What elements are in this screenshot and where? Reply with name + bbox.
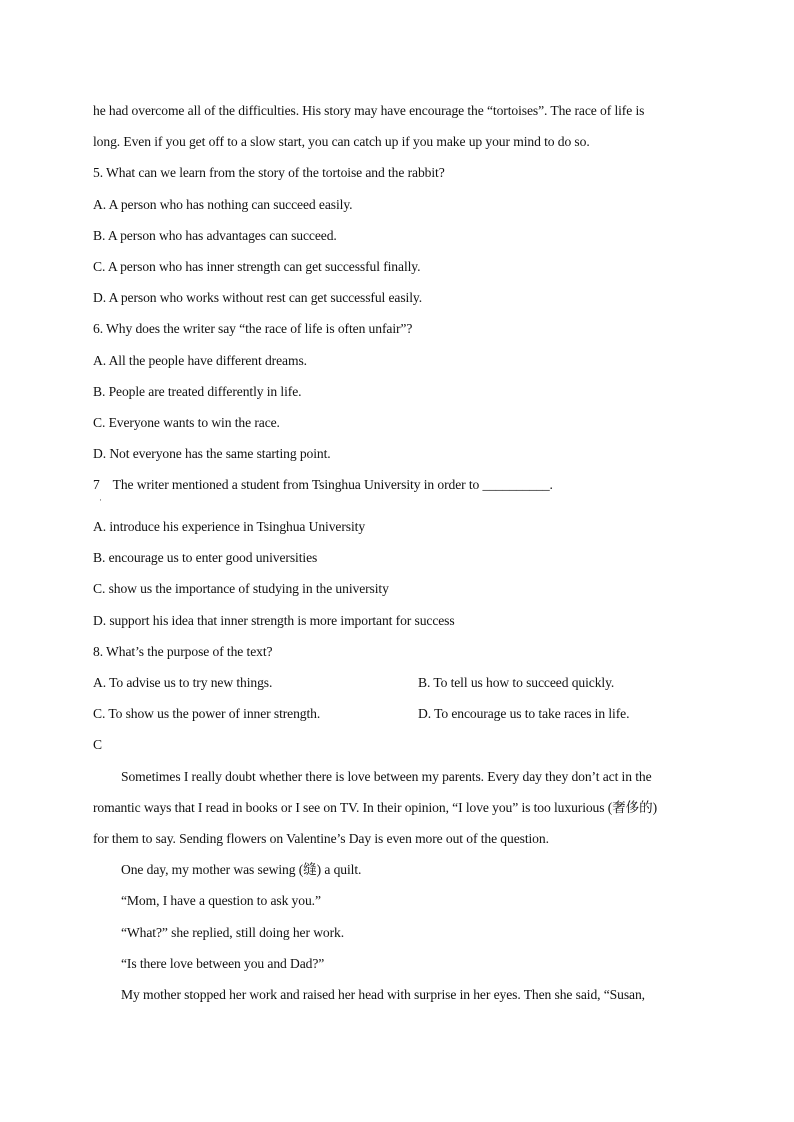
question-5-option-a: A. A person who has nothing can succeed easily. xyxy=(93,197,353,212)
question-7-stem: 7 The writer mentioned a student from Tsinghua University in order to __________. xyxy=(93,477,553,492)
passage-text-line: long. Even if you get off to a slow start, you can catch up if you make up your mind to do so. xyxy=(93,134,590,149)
question-6-option-c: C. Everyone wants to win the race. xyxy=(93,415,280,430)
question-8-option-c: C. To show us the power of inner strength. xyxy=(93,706,321,721)
question-8-option-b: B. To tell us how to succeed quickly. xyxy=(418,675,615,690)
question-7-option-a: A. introduce his experience in Tsinghua University xyxy=(93,519,366,534)
section-c-heading: C xyxy=(93,737,102,752)
passage-c-paragraph-line: for them to say. Sending flowers on Valentine’s Day is even more out of the question. xyxy=(93,831,549,846)
question-7-option-d: D. support his idea that inner strength is more important for success xyxy=(93,613,455,628)
question-8-option-d: D. To encourage us to take races in life. xyxy=(418,706,630,721)
question-6-stem: 6. Why does the writer say “the race of life is often unfair”? xyxy=(93,321,413,336)
question-6-option-b: B. People are treated differently in life. xyxy=(93,384,302,399)
question-7-dot-mark: · xyxy=(99,495,102,505)
question-5-stem: 5. What can we learn from the story of the tortoise and the rabbit? xyxy=(93,165,445,180)
question-5-option-d: D. A person who works without rest can get successful easily. xyxy=(93,290,423,305)
question-6-option-d: D. Not everyone has the same starting point. xyxy=(93,446,331,461)
question-5-option-c: C. A person who has inner strength can get successful finally. xyxy=(93,259,421,274)
passage-c-dialogue: “Mom, I have a question to ask you.” xyxy=(121,893,321,908)
passage-c-dialogue: “What?” she replied, still doing her work. xyxy=(121,925,345,940)
question-5-option-b: B. A person who has advantages can succeed. xyxy=(93,228,337,243)
question-6-option-a: A. All the people have different dreams. xyxy=(93,353,307,368)
passage-c-paragraph-line: romantic ways that I read in books or I see on TV. In their opinion, “I love you” is too luxurious (奢侈的) xyxy=(93,800,658,815)
question-8-option-a: A. To advise us to try new things. xyxy=(93,675,273,690)
question-7-option-b: B. encourage us to enter good universities xyxy=(93,550,318,565)
passage-c-dialogue: “Is there love between you and Dad?” xyxy=(121,956,325,971)
question-8-stem: 8. What’s the purpose of the text? xyxy=(93,644,273,659)
question-7-option-c: C. show us the importance of studying in the university xyxy=(93,581,389,596)
passage-c-paragraph-line: Sometimes I really doubt whether there is love between my parents. Every day they don’t act in the xyxy=(121,769,652,784)
passage-c-paragraph: One day, my mother was sewing (缝) a quilt. xyxy=(121,862,362,877)
passage-text-line: he had overcome all of the difficulties. His story may have encourage the “tortoises”. The race of life is xyxy=(93,103,645,118)
passage-c-paragraph-line: My mother stopped her work and raised her head with surprise in her eyes. Then she said, “Susan, xyxy=(121,987,645,1002)
